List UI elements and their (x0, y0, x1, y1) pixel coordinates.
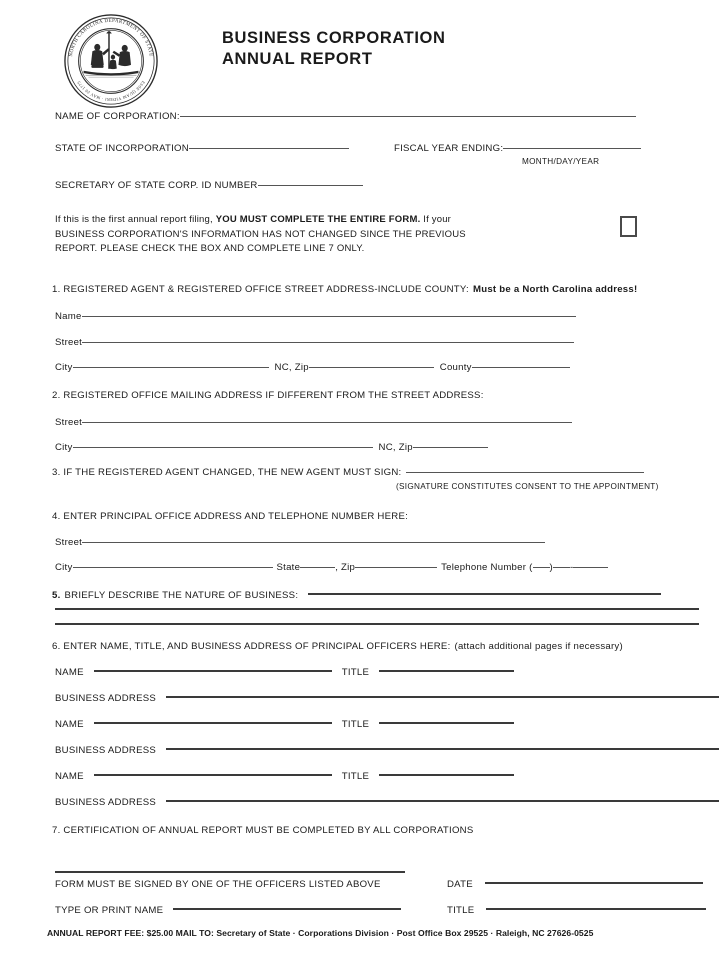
section-3-heading (52, 467, 644, 478)
corp-id-input[interactable] (258, 185, 363, 186)
corp-id-row (55, 180, 363, 191)
section-1-nc-zip-label: NC, Zip (274, 362, 309, 373)
notice-part-2: If your (423, 214, 452, 225)
corp-id-label: SECRETARY OF STATE CORP. ID NUMBER (55, 180, 258, 191)
officer-2-address-input[interactable] (166, 748, 719, 750)
name-of-corporation-input[interactable] (180, 116, 636, 117)
section-4-telephone-paren: ) (549, 562, 553, 573)
svg-text:ESSE QUAM VIDERI · MAY 20 1775: ESSE QUAM VIDERI · MAY 20 1775 (75, 80, 146, 103)
section-5-number: 5. (52, 590, 61, 601)
date-input[interactable] (485, 882, 703, 884)
officer-3-address-row (55, 797, 719, 808)
section-1-street-input[interactable] (82, 342, 574, 343)
notice-line-2: BUSINESS CORPORATION'S INFORMATION HAS NOT CHANGED SINCE THE PREVIOUS (55, 228, 466, 240)
section-5-description-line-3[interactable] (55, 623, 699, 625)
fiscal-year-hint-row (522, 157, 599, 166)
officer-3-title-label: TITLE (341, 771, 370, 782)
section-6-heading-text: 6. ENTER NAME, TITLE, AND BUSINESS ADDRESS OF PRINCIPAL OFFICERS HERE: (52, 641, 451, 652)
section-6-heading-note: (attach additional pages if necessary) (454, 641, 623, 652)
date-label: DATE (447, 879, 473, 890)
section-6-heading (52, 641, 623, 652)
officer-3-address-input[interactable] (166, 800, 719, 802)
section-1-city-row (55, 362, 570, 373)
section-4-zip-input[interactable] (355, 567, 437, 568)
section-4-heading-text: 4. ENTER PRINCIPAL OFFICE ADDRESS AND TELEPHONE NUMBER HERE: (52, 511, 409, 522)
officer-1-name-label: NAME (55, 667, 84, 678)
notice-emphasis: YOU MUST COMPLETE THE ENTIRE FORM. (215, 214, 421, 225)
officer-1-address-label: BUSINESS ADDRESS (55, 693, 157, 704)
section-3-note-row (396, 482, 659, 491)
section-1-heading (52, 284, 637, 295)
section-2-heading (52, 390, 484, 401)
notice-part-1: If this is the first annual report filing, (55, 214, 213, 225)
document-title-line-1: BUSINESS CORPORATION (222, 29, 446, 47)
officer-1-address-input[interactable] (166, 696, 719, 698)
section-1-name-label: Name (55, 311, 82, 322)
section-2-street-row (55, 417, 572, 428)
officer-3-title-input[interactable] (379, 774, 514, 776)
section-2-street-label: Street (55, 417, 83, 428)
section-1-city-input[interactable] (73, 367, 269, 368)
section-1-county-input[interactable] (472, 367, 570, 368)
section-1-name-row (55, 311, 576, 322)
section-2-street-input[interactable] (82, 422, 572, 423)
section-3-heading-text: 3. IF THE REGISTERED AGENT CHANGED, THE NEW AGENT MUST SIGN: (52, 467, 402, 478)
section-3-new-agent-signature-input[interactable] (406, 472, 644, 473)
signature-caption: FORM MUST BE SIGNED BY ONE OF THE OFFICERS LISTED ABOVE (55, 879, 381, 890)
section-1-street-row (55, 337, 574, 348)
section-2-zip-input[interactable] (413, 447, 488, 448)
section-4-telephone-dash: - (570, 562, 574, 573)
first-filing-notice (55, 213, 575, 257)
document-title-line-2: ANNUAL REPORT (222, 50, 373, 68)
officer-3-name-label: NAME (55, 771, 84, 782)
officer-3-name-row (55, 771, 514, 782)
officer-1-name-input[interactable] (94, 670, 332, 672)
officer-2-address-label: BUSINESS ADDRESS (55, 745, 157, 756)
section-4-city-input[interactable] (73, 567, 273, 568)
section-4-heading (52, 511, 408, 522)
officer-1-title-input[interactable] (379, 670, 514, 672)
fiscal-year-ending-label: FISCAL YEAR ENDING: (394, 143, 504, 154)
section-7-heading-text: 7. CERTIFICATION OF ANNUAL REPORT MUST BE COMPLETED BY ALL CORPORATIONS (52, 825, 474, 836)
section-7-heading (52, 825, 473, 836)
officer-signature-input[interactable] (55, 871, 405, 873)
section-1-heading-text: 1. REGISTERED AGENT & REGISTERED OFFICE STREET ADDRESS-INCLUDE COUNTY: (52, 284, 469, 295)
state-of-incorporation-input[interactable] (189, 148, 349, 149)
signer-title-label: TITLE (447, 905, 475, 916)
fiscal-year-hint-label: MONTH/DAY/YEAR (522, 157, 600, 166)
section-4-zip-label: , Zip (335, 562, 356, 573)
section-4-telephone-line-input[interactable] (573, 567, 608, 568)
section-5-heading-text: BRIEFLY DESCRIBE THE NATURE OF BUSINESS: (64, 590, 299, 601)
officer-3-name-input[interactable] (94, 774, 332, 776)
fiscal-year-ending-input[interactable] (503, 148, 641, 149)
section-1-zip-input[interactable] (309, 367, 434, 368)
officer-1-address-row (55, 693, 719, 704)
officer-2-address-row (55, 745, 719, 756)
section-4-street-input[interactable] (82, 542, 545, 543)
section-4-street-row (55, 537, 545, 548)
document-title (222, 28, 445, 70)
svg-text:NORTH CAROLINA DEPARTMENT OF S: NORTH CAROLINA DEPARTMENT OF STATE (69, 18, 153, 58)
print-name-label: TYPE OR PRINT NAME (55, 905, 164, 916)
section-2-city-label: City (55, 442, 73, 453)
section-4-state-input[interactable] (300, 567, 335, 568)
print-name-row (55, 905, 401, 916)
state-of-incorporation-label: STATE OF INCORPORATION (55, 143, 189, 154)
signer-title-input[interactable] (486, 908, 706, 910)
section-4-state-label: State (276, 562, 301, 573)
officer-1-name-row (55, 667, 514, 678)
section-1-name-input[interactable] (82, 316, 576, 317)
signature-caption-row (55, 879, 381, 890)
section-4-city-row (55, 562, 608, 573)
section-2-nc-zip-label: NC, Zip (378, 442, 413, 453)
section-4-telephone-areacode-input[interactable] (533, 567, 550, 568)
section-3-note: (SIGNATURE CONSTITUTES CONSENT TO THE APPOINTMENT) (396, 482, 659, 491)
section-1-city-label: City (55, 362, 73, 373)
officer-2-name-label: NAME (55, 719, 84, 730)
no-change-checkbox[interactable] (620, 216, 637, 237)
officer-2-name-row (55, 719, 514, 730)
name-of-corporation-row (55, 111, 636, 122)
section-1-heading-emphasis: Must be a North Carolina address! (472, 284, 638, 295)
section-4-street-label: Street (55, 537, 83, 548)
section-1-street-label: Street (55, 337, 83, 348)
section-2-city-row (55, 442, 488, 453)
section-4-telephone-prefix-input[interactable] (553, 567, 570, 568)
officer-2-title-input[interactable] (379, 722, 514, 724)
section-2-heading-text: 2. REGISTERED OFFICE MAILING ADDRESS IF DIFFERENT FROM THE STREET ADDRESS: (52, 390, 484, 401)
footer-fee-and-mailing-note: ANNUAL REPORT FEE: $25.00 MAIL TO: Secretary of State · Corporations Division · Post Office Box 29525 · Raleigh, NC 27626-0525 (47, 928, 594, 938)
nc-secretary-of-state-seal-icon (62, 12, 160, 110)
section-5-description-line-1[interactable] (308, 593, 661, 595)
officer-1-title-label: TITLE (341, 667, 370, 678)
fiscal-year-ending-row (394, 143, 641, 154)
form-header (0, 0, 720, 105)
officer-2-name-input[interactable] (94, 722, 332, 724)
section-5-heading (52, 590, 661, 601)
section-5-description-line-2[interactable] (55, 608, 699, 610)
print-name-input[interactable] (173, 908, 401, 910)
officer-3-address-label: BUSINESS ADDRESS (55, 797, 157, 808)
name-of-corporation-label: NAME OF CORPORATION: (55, 111, 180, 122)
notice-line-3: REPORT. PLEASE CHECK THE BOX AND COMPLETE LINE 7 ONLY. (55, 243, 365, 254)
section-1-county-label: County (439, 362, 472, 373)
section-4-telephone-label: Telephone Number ( (441, 562, 533, 573)
signer-title-row (447, 905, 706, 916)
date-row (447, 879, 703, 890)
state-of-incorporation-row (55, 143, 349, 154)
section-4-city-label: City (55, 562, 73, 573)
section-2-city-input[interactable] (73, 447, 373, 448)
officer-2-title-label: TITLE (341, 719, 370, 730)
